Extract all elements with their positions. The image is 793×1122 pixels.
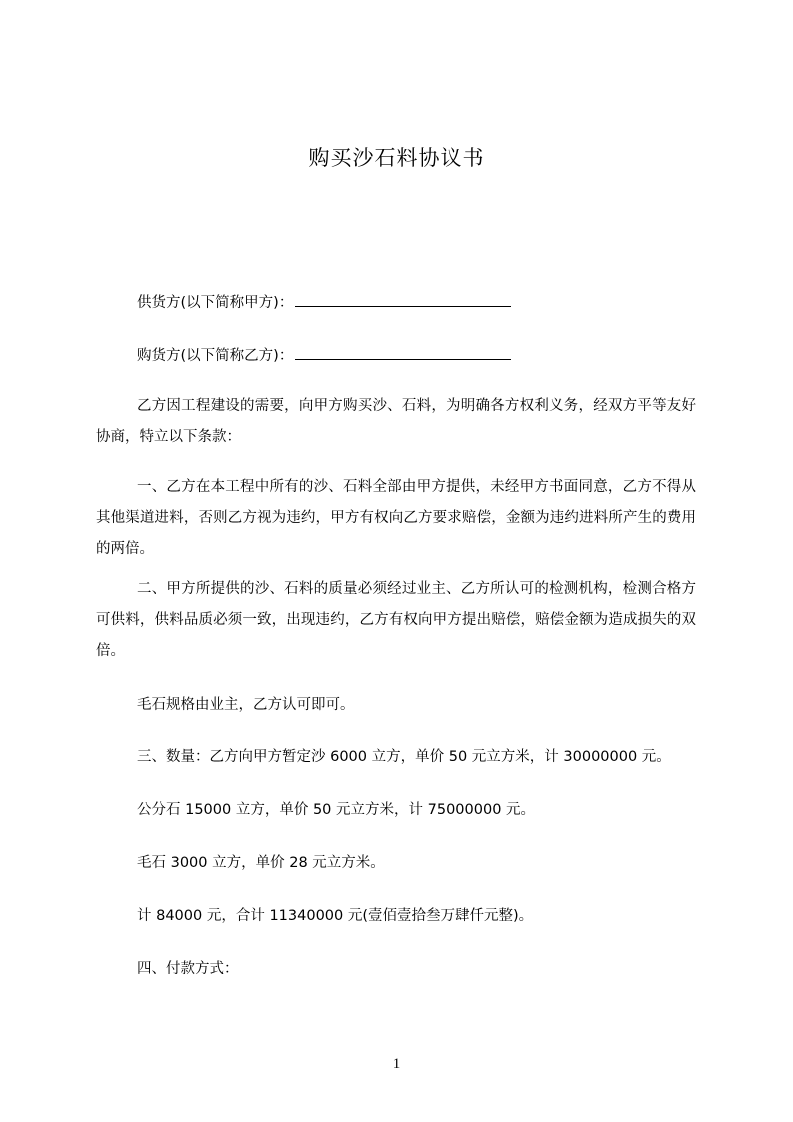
rubble-line: 毛石 3000 立方，单价 28 元立方米。 (137, 855, 385, 871)
supplier-blank (295, 292, 511, 307)
clause-1-paragraph: 一、乙方在本工程中所有的沙、石料全部由甲方提供，未经甲方书面同意，乙方不得从其他渠道进料，否则乙方视为违约，甲方有权向乙方要求赔偿，金额为违约进料所产生的费用的两倍。 (96, 479, 696, 557)
supplier-line (137, 291, 511, 312)
page-number: 1 (392, 1056, 401, 1072)
buyer-line (137, 344, 511, 365)
gravel-line: 公分石 15000 立方，单价 50 元立方米，计 75000000 元。 (137, 802, 536, 818)
rubble-spec-line: 毛石规格由业主，乙方认可即可。 (137, 697, 355, 713)
total-line: 计 84000 元，合计 11340000 元(壹佰壹拾叁万肆仟元整)。 (137, 908, 534, 924)
intro-paragraph: 乙方因工程建设的需要，向甲方购买沙、石料，为明确各方权利义务，经双方平等友好协商，特立以下条款： (96, 398, 696, 445)
document-title: 购买沙石料协议书 (308, 146, 485, 170)
buyer-label: 购货方(以下简称乙方)： (137, 348, 294, 364)
buyer-blank (295, 345, 511, 360)
clause-4-line: 四、付款方式： (137, 961, 239, 977)
supplier-label: 供货方(以下简称甲方)： (137, 295, 294, 311)
clause-2-paragraph: 二、甲方所提供的沙、石料的质量必须经过业主、乙方所认可的检测机构，检测合格方可供料，供料品质必须一致，出现违约，乙方有权向甲方提出赔偿，赔偿金额为造成损失的双倍。 (96, 581, 696, 659)
clause-3-quantity-line: 三、数量：乙方向甲方暂定沙 6000 立方，单价 50 元立方米，计 30000000 元。 (137, 749, 671, 765)
